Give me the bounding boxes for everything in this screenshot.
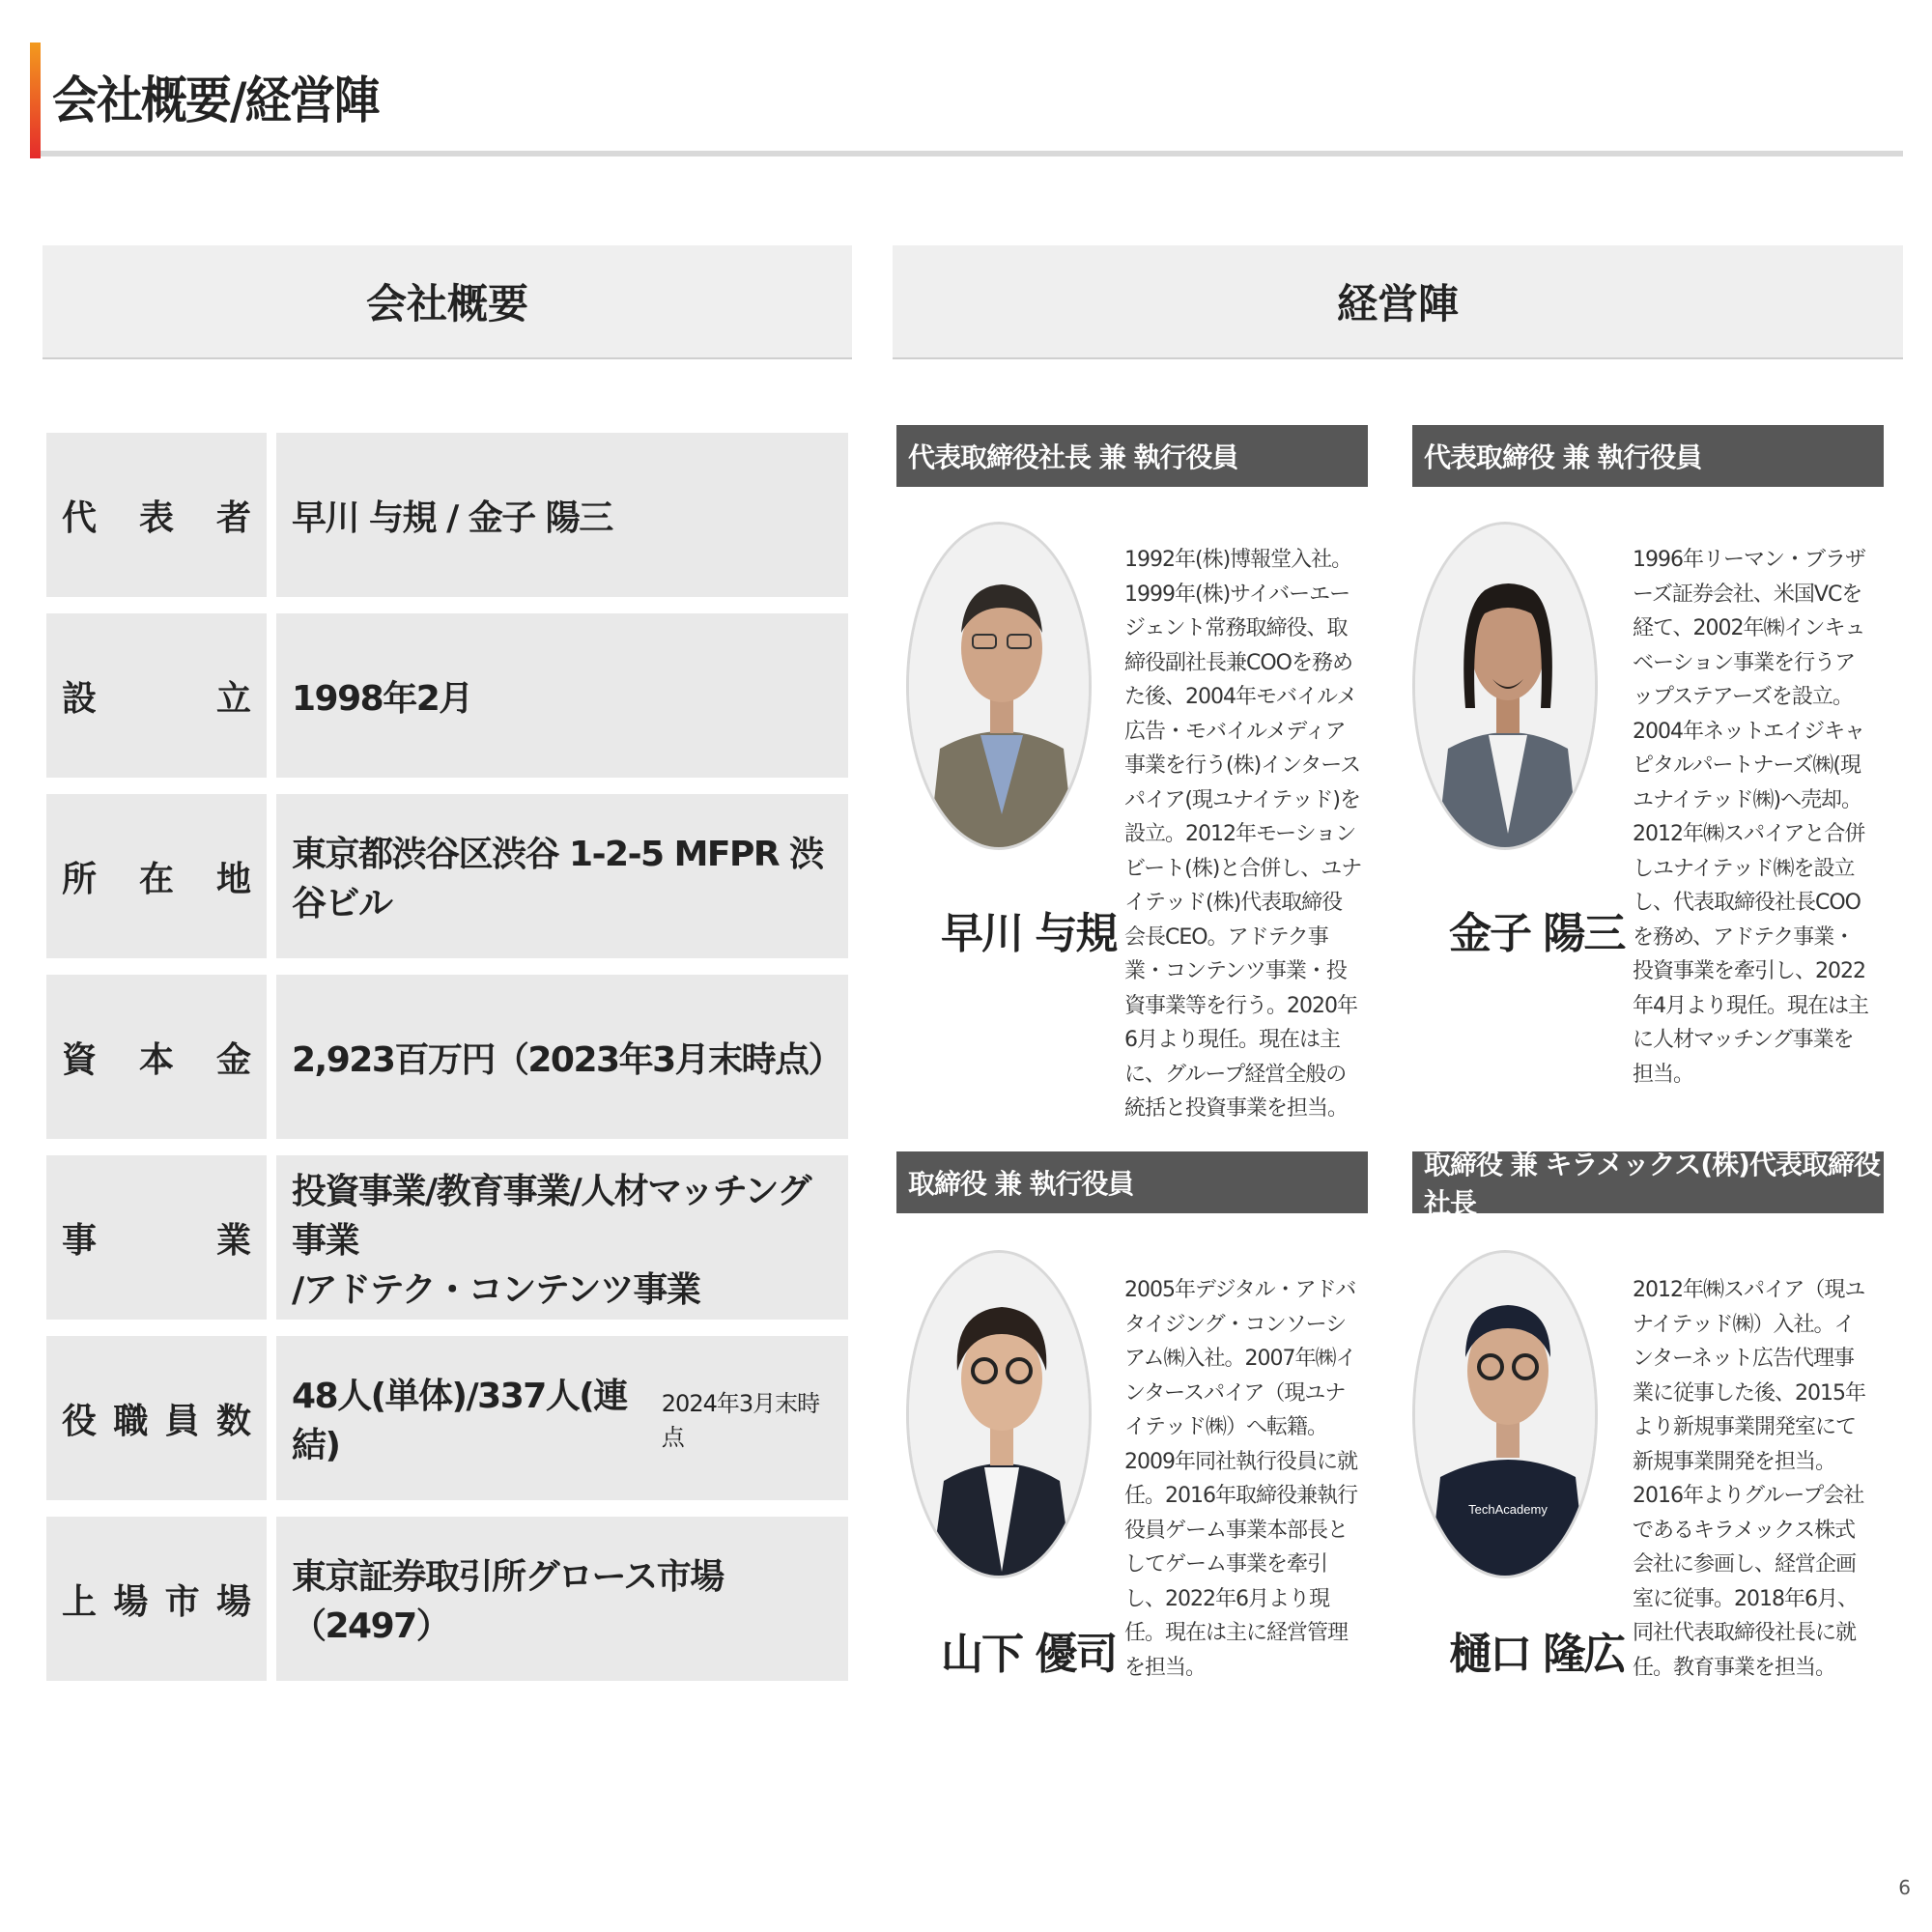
label-char: 表 — [138, 497, 174, 538]
management-heading: 経営陣 — [893, 245, 1903, 359]
page-number: 6 — [1898, 1876, 1911, 1899]
table-row — [46, 433, 848, 597]
row-value — [276, 613, 848, 778]
label-char: 立 — [215, 678, 251, 719]
listing-value: 東京証券取引所グロース市場（2497） — [292, 1557, 724, 1646]
label-char: 在 — [138, 859, 174, 899]
member-name: 早川 与規 — [941, 909, 1117, 958]
row-label — [46, 1517, 267, 1681]
member-bio: 1996年リーマン・ブラザーズ証券会社、米国VCを経て、2002年㈱インキュベーション事業を行うアップステアーズを設立。2004年ネットエイジキャピタルパートナーズ㈱(現ユナイテッド㈱)へ売却。2012年㈱スパイアと合併しユナイテッド㈱を設立し、代表取締役社長COOを務め、アドテク事業・投資事業を牽引し、2022年4月より現任。現在は主に人材マッチング事業を担当。 — [1633, 548, 1868, 1087]
row-value — [276, 975, 848, 1139]
row-value — [276, 794, 848, 958]
address-value: 東京都渋谷区渋谷 1-2-5 MFPR 渋谷ビル — [292, 835, 823, 923]
page-title: 会社概要/経営陣 — [52, 72, 379, 130]
member-bio: 1992年(株)博報堂入社。1999年(株)サイバーエージェント常務取締役、取締役副社長兼COOを務めた後、2004年モバイルメ広告・モバイルメディア事業を行う(株)インタースパイア(現ユナイテッド)を設立。2012年モーションビート(株)と合併し、ユナイテッド(株)代表取締役会長CEO。アドテク事業・コンテンツ事業・投資事業等を行う。2020年6月より現任。現在は主に、グループ経営全般の統括と投資事業を担当。 — [1124, 548, 1362, 1121]
overview-heading: 会社概要 — [43, 245, 852, 359]
label-char: 数 — [215, 1401, 251, 1441]
title-divider — [41, 151, 1903, 156]
label-char: 者 — [215, 497, 251, 538]
table-row — [46, 1336, 848, 1500]
label-char: 場 — [113, 1581, 149, 1622]
label-char: 場 — [215, 1581, 251, 1622]
role-bar: 取締役 兼 執行役員 — [896, 1151, 1368, 1213]
portrait-photo — [1412, 1250, 1598, 1578]
label-char: 所 — [62, 859, 98, 899]
label-char: 市 — [164, 1581, 200, 1622]
label-char: 員 — [164, 1401, 200, 1441]
member-name: 金子 陽三 — [1449, 909, 1625, 958]
row-label — [46, 975, 267, 1139]
member-name: 樋口 隆広 — [1449, 1630, 1625, 1679]
table-row — [46, 613, 848, 778]
role-bar: 取締役 兼 キラメックス(株)代表取締役社長 — [1412, 1151, 1884, 1213]
label-char: 職 — [113, 1401, 149, 1441]
table-row — [46, 1155, 848, 1320]
established-value: 1998年2月 — [292, 678, 472, 719]
label-char: 資 — [62, 1039, 98, 1080]
label-char: 本 — [138, 1039, 174, 1080]
row-label — [46, 1155, 267, 1320]
label-char: 上 — [62, 1581, 98, 1622]
table-row — [46, 975, 848, 1139]
row-label — [46, 613, 267, 778]
role-bar: 代表取締役社長 兼 執行役員 — [896, 425, 1368, 487]
representatives-value: 早川 与規 / 金子 陽三 — [292, 497, 612, 538]
table-row — [46, 794, 848, 958]
row-label — [46, 433, 267, 597]
label-char: 地 — [215, 859, 251, 899]
label-char: 業 — [215, 1220, 251, 1261]
label-char: 役 — [62, 1401, 98, 1441]
label-char: 金 — [215, 1039, 251, 1080]
row-value — [276, 1155, 848, 1320]
shirt-logo-text: TechAcademy — [1468, 1502, 1548, 1517]
label-char: 代 — [62, 497, 98, 538]
member-name: 山下 優司 — [941, 1630, 1117, 1679]
label-char: 事 — [62, 1220, 98, 1261]
role-bar: 代表取締役 兼 執行役員 — [1412, 425, 1884, 487]
row-value — [276, 433, 848, 597]
row-label — [46, 794, 267, 958]
capital-value: 2,923百万円（2023年3月末時点） — [292, 1039, 842, 1080]
table-row — [46, 1517, 848, 1681]
portrait-photo — [906, 1250, 1092, 1578]
row-label — [46, 1336, 267, 1500]
business-value-line2: /アドテク・コンテンツ事業 — [292, 1269, 700, 1310]
row-value — [276, 1336, 848, 1500]
employees-value: 48人(単体)/337人(連結) — [292, 1377, 627, 1465]
row-value — [276, 1517, 848, 1681]
employees-note: 2024年3月末時点 — [661, 1390, 820, 1451]
portrait-photo — [1412, 522, 1598, 850]
member-bio: 2012年㈱スパイア（現ユナイテッド㈱）入社。インターネット広告代理事業に従事した後、2015年より新規事業開発室にて新規事業開発を担当。2016年よりグループ会社であるキラメックス株式会社に参画し、経営企画室に従事。2018年6月、同社代表取締役社長に就任。教育事業を担当。 — [1633, 1278, 1865, 1680]
title-accent-bar — [30, 43, 41, 158]
member-bio: 2005年デジタル・アドバタイジング・コンソーシアム㈱入社。2007年㈱インタースパイア（現ユナイテッド㈱）へ転籍。2009年同社執行役員に就任。2016年取締役兼執行役員ゲーム事業本部長としてゲーム事業を牽引し、2022年6月より現任。現在は主に経営管理を担当。 — [1124, 1278, 1357, 1680]
label-char: 設 — [62, 678, 98, 719]
business-value: 投資事業/教育事業/人材マッチング事業 — [292, 1171, 810, 1261]
portrait-photo — [906, 522, 1092, 850]
